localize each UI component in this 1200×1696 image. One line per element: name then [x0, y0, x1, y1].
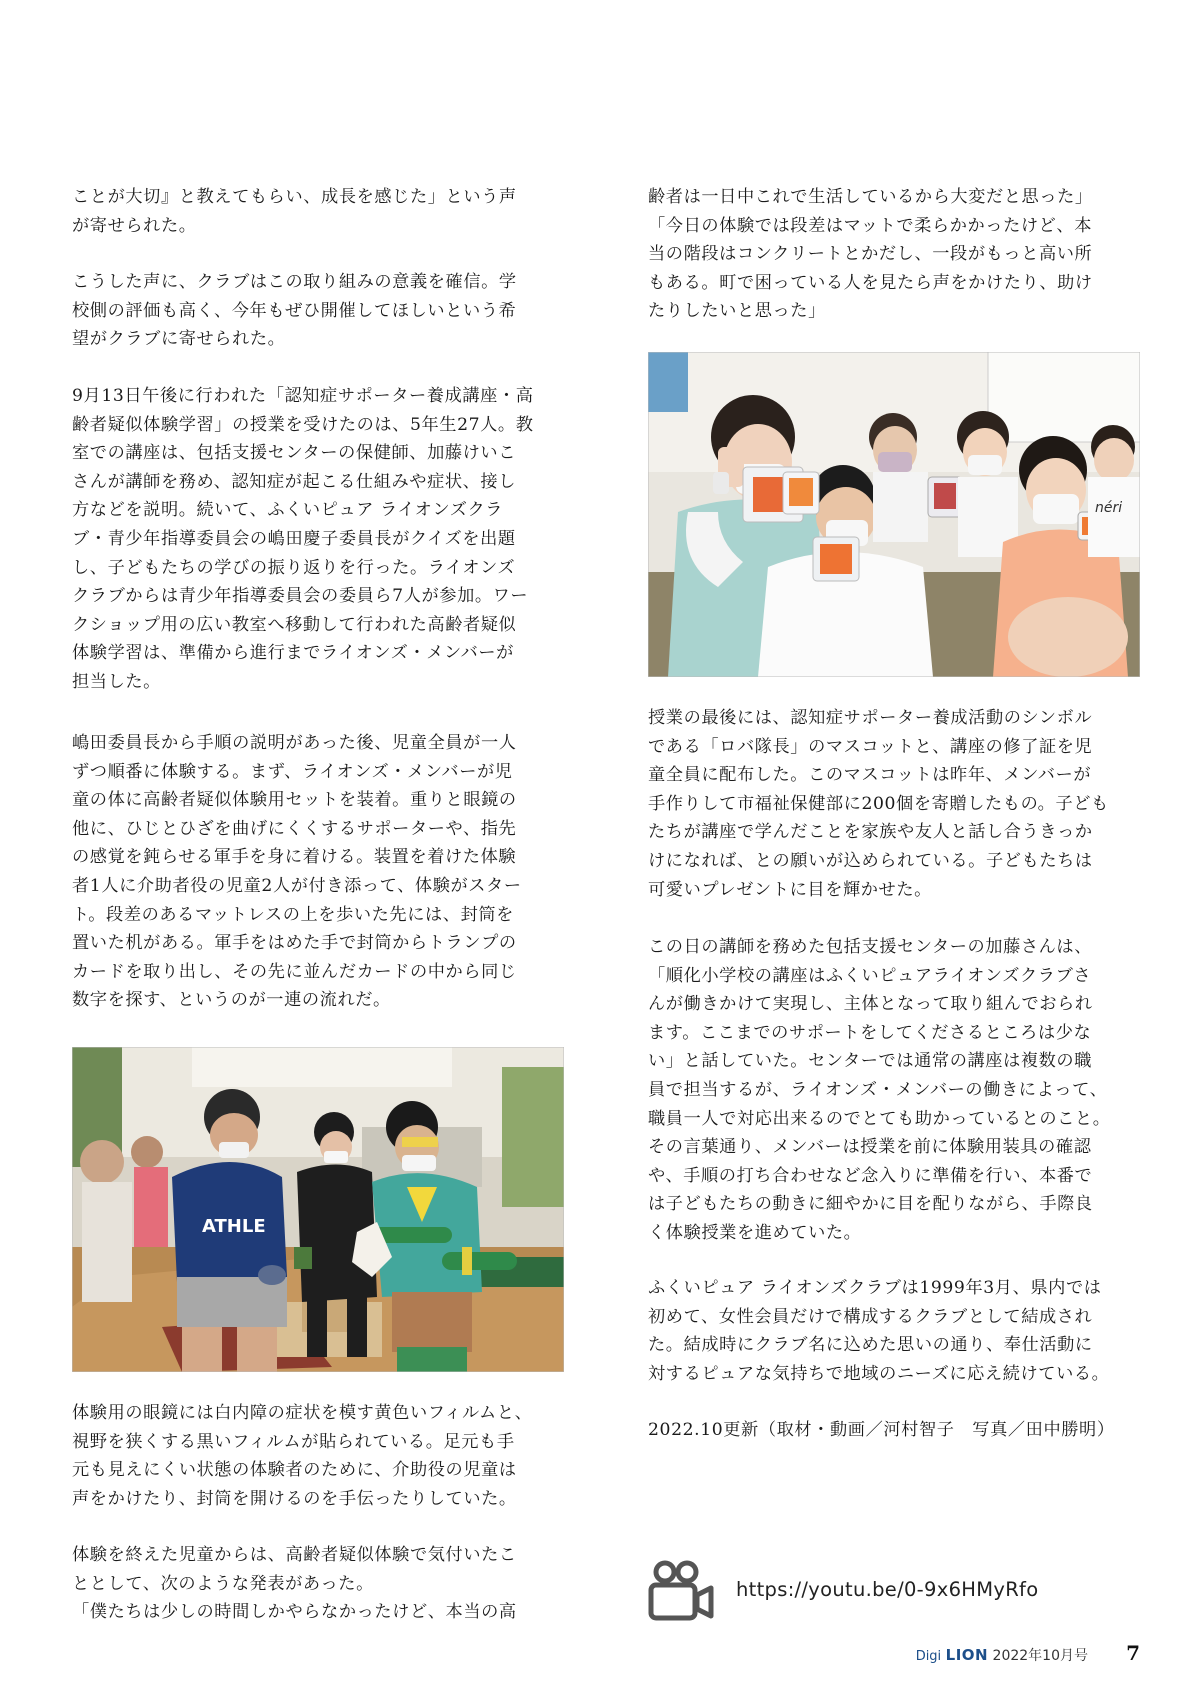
video-camera-icon[interactable] [648, 1560, 714, 1622]
video-url-link[interactable]: https://youtu.be/0-9x6HMyRfo [736, 1578, 1039, 1601]
paragraph: こうした声に、クラブはこの取り組みの意義を確信。学 校側の評価も高く、今年もぜひ開催してほしいという希 望がクラブに寄せられた。 [72, 272, 517, 350]
page-footer [720, 1641, 1140, 1671]
paragraph: 体験用の眼鏡には白内障の症状を模す黄色いフィルムと、 視野を狭くする黒いフィルムが貼られている。足元も手 元も見えにくい状態の体験者のために、介助役の児童は 声をかけたり、封筒を開けるのを手伝ったりしていた。 [72, 1403, 533, 1509]
paragraph: ことが大切』と教えてもらい、成長を感じた」という声 が寄せられた。 [72, 187, 517, 236]
paragraph: 体験を終えた児童からは、高齢者疑似体験で気付いたこ ととして、次のような発表があった。 「僕たちは少しの時間しかやらなかったけど、本当の高 [72, 1545, 517, 1623]
paragraph: 9月13日午後に行われた「認知症サポーター養成講座・高 齢者疑似体験学習」の授業を受けたのは、5年生27人。教 室での講座は、包括支援センターの保健師、加藤けいこ さんが講師を務め、認知症が起こる仕組みや症状、接し 方などを説明。続いて、ふくいピュア ライオンズクラ ブ・青少年指導委員会の嶋田慶子委員長がクイズを出題 し、子どもたちの学びの振り返りを行った。ライオンズ クラブからは青少年指導委員会の委員ら7人が参加。ワー クショップ用の広い教室へ移動して行われた高齢者疑似 体験学習は、準備から進行までライオンズ・メンバーが 担当した。 [72, 386, 534, 692]
magazine-brand: LION [945, 1646, 989, 1664]
issue-date: 2022年10月号 [992, 1648, 1088, 1664]
paragraph: 齢者は一日中これで生活しているから大変だと思った」 「今日の体験では段差はマットで柔らかかったけど、本 当の階段はコンクリートとかだし、一段がもっと高い所 もある。町で困っている人を見たら声をかけたり、助け たりしたいと思った」 [648, 187, 1093, 322]
paragraph: ふくいピュア ライオンズクラブは1999年3月、県内では 初めて、女性会員だけで構成するクラブとして結成され た。結成時にクラブ名に込めた思いの通り、奉仕活動に 対するピュアな気持ちで地域のニーズに応え続けている。 [648, 1278, 1110, 1384]
magazine-prefix: Digi [915, 1649, 942, 1664]
photo-elderly-experience [72, 1047, 564, 1372]
photo-children-mascots [648, 352, 1140, 677]
page-number: 7 [1126, 1641, 1140, 1665]
paragraph: この日の講師を務めた包括支援センターの加藤さんは、 「順化小学校の講座はふくいピュアライオンズクラブさ んが働きかけて実現し、主体となって取り組んでおられ ます。ここまでのサポートをしてくださるところは少な い」と話していた。センターでは通常の講座は複数の職 員で担当するが、ライオンズ・メンバーの働きによって、 職員一人で対応出来るのでとても助かっているとのこと。 その言葉通り、メンバーは授業を前に体験用装具の確認 や、手順の打ち合わせなど念入りに準備を行い、本番で は子どもたちの動きに細やかに目を配りながら、手際良 く体験授業を進めていた。 [648, 937, 1111, 1243]
shirt-lettering: néri [1095, 500, 1123, 516]
credit-line: 2022.10更新（取材・動画／河村智子 写真／田中勝明） [648, 1420, 1115, 1440]
magazine-issue-label [916, 1645, 1088, 1665]
shirt-lettering: ATHLE [202, 1216, 266, 1237]
video-link-block [648, 1560, 1148, 1622]
paragraph: 授業の最後には、認知症サポーター養成活動のシンボル である「ロバ隊長」のマスコットと、講座の修了証を児 童全員に配布した。このマスコットは昨年、メンバーが 手作りして市福祉保健部に200個を寄贈したもの。子ども たちが講座で学んだことを家族や友人と話し合うきっか けになれば、との願いが込められている。子どもたちは 可愛いプレゼントに目を輝かせた。 [648, 708, 1109, 900]
paragraph: 嶋田委員長から手順の説明があった後、児童全員が一人 ずつ順番に体験する。まず、ライオンズ・メンバーが児 童の体に高齢者疑似体験用セットを装着。重りと眼鏡の 他に、ひじとひざを曲げにくくするサポーターや、指先 の感覚を鈍らせる軍手を身に着ける。装置を着けた体験 者1人に介助者役の児童2人が付き添って、体験がスター ト。段差のあるマットレスの上を歩いた先には、封筒を 置いた机がある。軍手をはめた手で封筒からトランプの カードを取り出し、その先に並んだカードの中から同じ 数字を探す、というのが一連の流れだ。 [72, 733, 522, 1011]
